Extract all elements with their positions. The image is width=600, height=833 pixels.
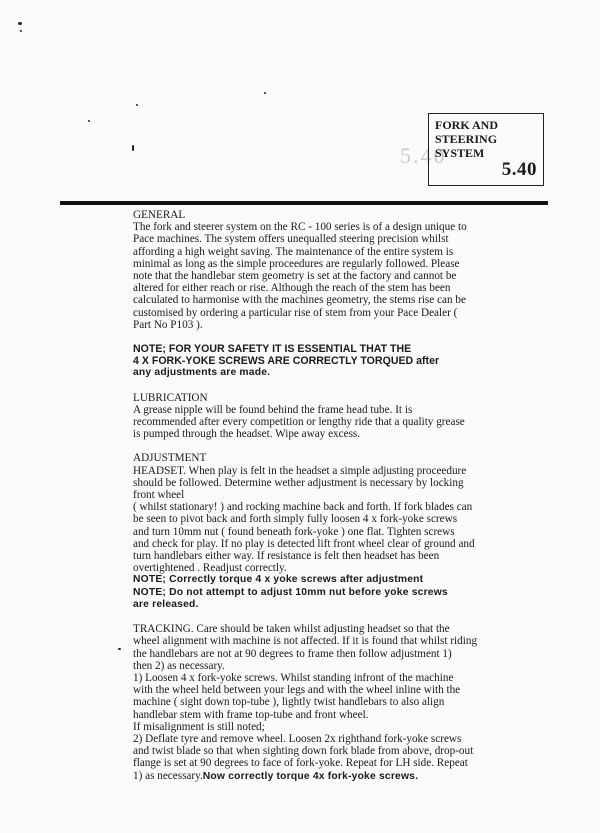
scan-speck — [20, 30, 22, 32]
general-line: calculated to harmonise with the machines geometry, the stems rise can be — [133, 294, 466, 307]
tracking-line: wheel alignment with machine is not affected. If it is found that whilst riding — [133, 635, 478, 648]
ghost-section-number: 5.40 — [400, 143, 447, 168]
lubrication-heading: LUBRICATION — [133, 391, 208, 404]
tracking-line: machine ( sight down top-tube ), lightly twist handlebars to also align — [133, 696, 445, 709]
scan-speck — [18, 22, 22, 25]
adjustment-line: turn handlebars either way. If resistance is felt then headset has been — [133, 550, 440, 563]
general-line: altered for either reach or rise. Although the reach of the stem has been — [133, 282, 451, 295]
safety-note-line: 4 X FORK-YOKE SCREWS ARE CORRECTLY TORQUED after — [133, 355, 440, 368]
document-body — [133, 209, 503, 783]
tracking-final-bold: Now correctly torque 4x fork-yoke screws. — [202, 770, 419, 782]
tracking-line: then 2) as necessary. — [133, 659, 225, 672]
lubrication-line: recommended after every competition or lengthy ride that a quality grease — [133, 416, 465, 429]
general-line: minimal as long as the simple proceedures are regularly followed. Please — [133, 257, 460, 270]
tracking-line: TRACKING. Care should be taken whilst adjusting headset so that the — [133, 623, 450, 636]
scan-speck — [118, 648, 121, 650]
section-title-line: FORK AND — [435, 118, 498, 132]
adjustment-line: should be followed. Determine wether adjustment is necessary by locking — [133, 476, 464, 489]
general-line: note that the handlebar stem geometry is set at the factory and cannot be — [133, 270, 457, 283]
general-line: The fork and steerer system on the RC - 100 series is of a design unique to — [133, 221, 467, 234]
safety-note-line: NOTE; FOR YOUR SAFETY IT IS ESSENTIAL THAT THE — [133, 343, 412, 356]
tracking-line: flange is set at 90 degrees to face of fork-yoke. Repeat for LH side. Repeat — [133, 757, 468, 770]
section-title-line: SYSTEM — [435, 146, 485, 160]
adjustment-line: overtightened . Readjust correctly. — [133, 562, 287, 575]
tracking-line: the handlebars are not at 90 degrees to frame then follow adjustment 1) — [133, 647, 452, 660]
adjustment-note-line: NOTE; Do not attempt to adjust 10mm nut before yoke screws — [133, 586, 448, 598]
general-line: Part No P103 ). — [133, 318, 203, 331]
section-title-box — [428, 113, 544, 186]
section-number: 5.40 — [501, 159, 537, 180]
adjustment-line: HEADSET. When play is felt in the headset a simple adjusting proceedure — [133, 464, 467, 477]
general-line: customised by ordering a particular rise of stem from your Pace Dealer ( — [133, 306, 458, 319]
lubrication-line: A grease nipple will be found behind the frame head tube. It is — [133, 403, 413, 416]
header-rule — [60, 201, 548, 205]
tracking-final-line — [133, 770, 503, 783]
scan-speck — [264, 92, 266, 94]
adjustment-note-line: NOTE; Correctly torque 4 x yoke screws after adjustment — [133, 574, 424, 586]
adjustment-line: and turn 10mm nut ( found beneath fork-yoke ) one flat. Tighten screws — [133, 525, 455, 538]
adjustment-line: and check for play. If no play is detected lift front wheel clear of ground and — [133, 537, 475, 550]
lubrication-line: is pumped through the headset. Wipe away excess. — [133, 428, 361, 441]
tracking-line: handlebar stem with frame top-tube and front wheel. — [133, 708, 369, 721]
adjustment-line: ( whilst stationary! ) and rocking machine back and forth. If fork blades can — [133, 501, 473, 514]
safety-note-line: any adjustments are made. — [133, 367, 271, 379]
adjustment-line: be seen to pivot back and forth simply fully loosen 4 x fork-yoke screws — [133, 513, 458, 526]
tracking-line: and twist blade so that when sighting down fork blade from above, drop-out — [133, 745, 474, 758]
tracking-line: with the wheel held between your legs and with the wheel inline with the — [133, 684, 461, 697]
scan-speck — [88, 120, 90, 122]
tracking-final-plain: 1) as necessary. — [133, 769, 203, 782]
section-title-line: STEERING — [435, 132, 498, 146]
general-heading: GENERAL — [133, 209, 186, 221]
scan-speck — [136, 104, 138, 106]
tracking-line: If misalignment is still noted; — [133, 720, 265, 733]
adjustment-line: front wheel — [133, 489, 185, 502]
general-line: Pace machines. The system offers unequalled steering precision whilst — [133, 233, 449, 246]
tracking-line: 1) Loosen 4 x fork-yoke screws. Whilst standing infront of the machine — [133, 671, 454, 684]
adjustment-note-line: are released. — [133, 598, 199, 610]
general-line: affording a high weight saving. The maintenance of the entire system is — [133, 245, 454, 258]
adjustment-heading: ADJUSTMENT — [133, 452, 207, 465]
scan-speck — [132, 145, 134, 151]
tracking-line: 2) Deflate tyre and remove wheel. Loosen 2x righthand fork-yoke screws — [133, 732, 462, 745]
